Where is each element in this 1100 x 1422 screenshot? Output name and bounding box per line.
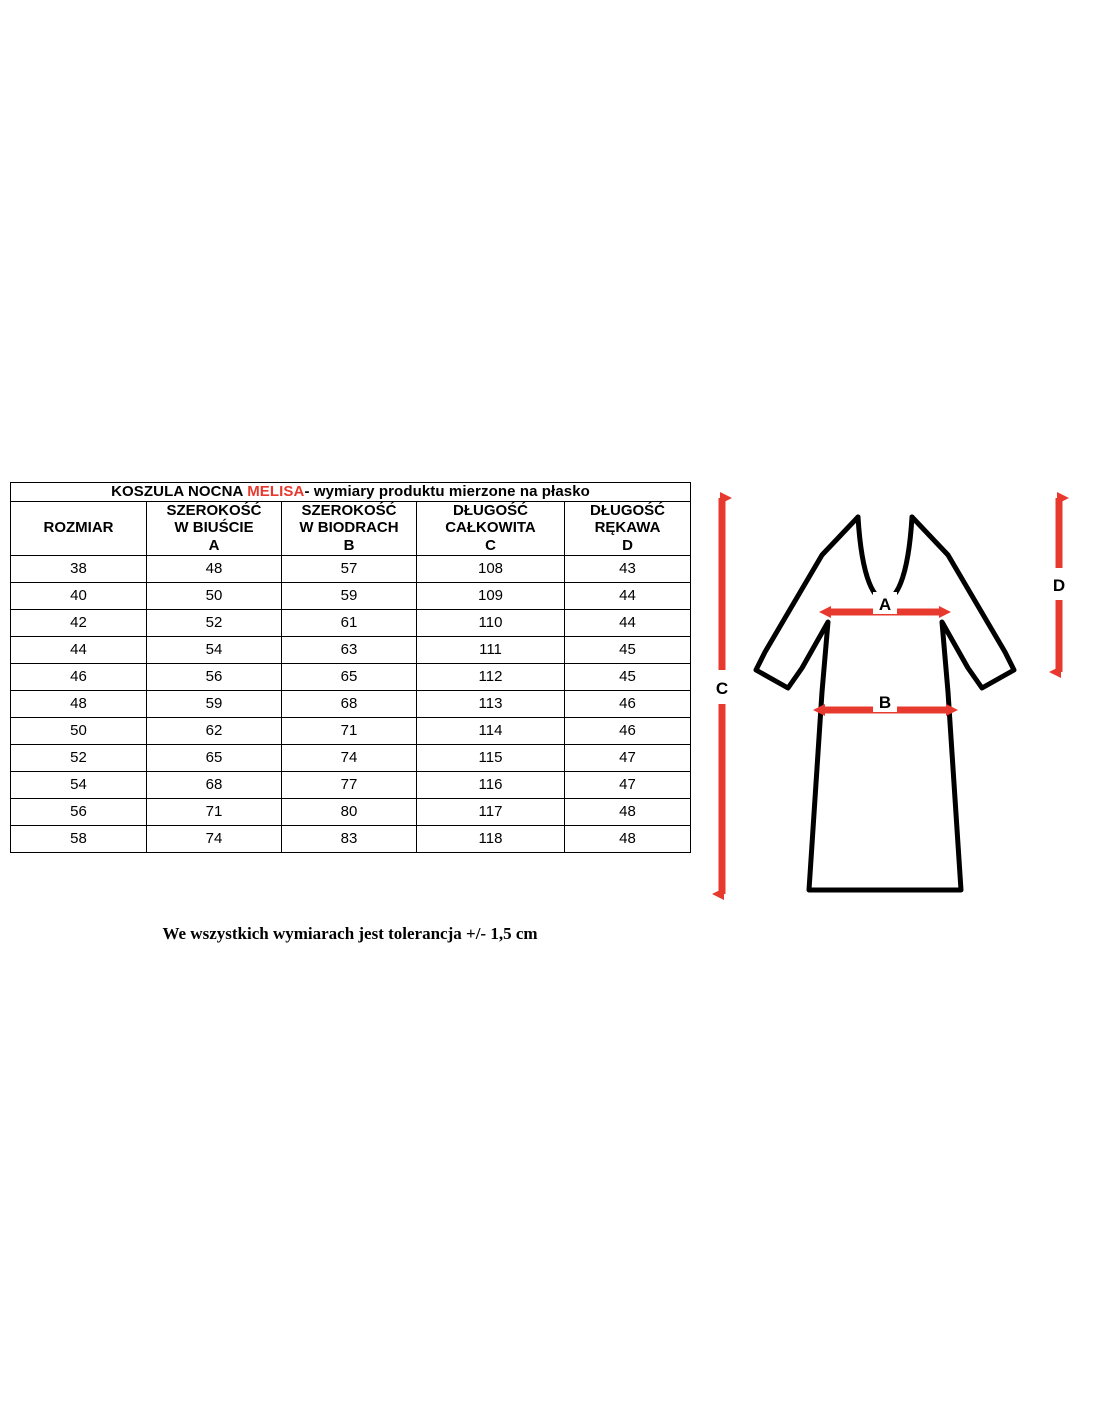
table-row xyxy=(11,555,691,582)
cell-sleeve-length: 46 xyxy=(565,717,691,744)
cell-bust: 52 xyxy=(147,609,282,636)
header-total-letter: C xyxy=(485,537,496,555)
header-total-line2: CAŁKOWITA xyxy=(445,519,536,537)
cell-total-length: 116 xyxy=(417,771,565,798)
cell-total-length: 115 xyxy=(417,744,565,771)
size-table-body xyxy=(11,555,691,852)
cell-bust: 54 xyxy=(147,636,282,663)
cell-bust: 50 xyxy=(147,582,282,609)
cell-sleeve-length: 47 xyxy=(565,771,691,798)
column-header-size xyxy=(11,501,147,555)
cell-hips: 80 xyxy=(282,798,417,825)
table-row xyxy=(11,582,691,609)
table-row xyxy=(11,825,691,852)
cell-sleeve-length: 44 xyxy=(565,609,691,636)
cell-bust: 62 xyxy=(147,717,282,744)
cell-total-length: 111 xyxy=(417,636,565,663)
cell-bust: 65 xyxy=(147,744,282,771)
label-hips: B xyxy=(878,693,892,712)
garment-diagram-svg xyxy=(710,482,1090,912)
table-row xyxy=(11,771,691,798)
table-title-row xyxy=(11,483,691,502)
cell-hips: 83 xyxy=(282,825,417,852)
cell-sleeve-length: 43 xyxy=(565,555,691,582)
cell-total-length: 112 xyxy=(417,663,565,690)
cell-size: 50 xyxy=(11,717,147,744)
cell-sleeve-length: 48 xyxy=(565,798,691,825)
cell-hips: 74 xyxy=(282,744,417,771)
cell-total-length: 108 xyxy=(417,555,565,582)
table-row xyxy=(11,636,691,663)
cell-hips: 63 xyxy=(282,636,417,663)
cell-bust: 68 xyxy=(147,771,282,798)
cell-bust: 59 xyxy=(147,690,282,717)
cell-sleeve-length: 48 xyxy=(565,825,691,852)
cell-bust: 71 xyxy=(147,798,282,825)
column-header-bust xyxy=(147,501,282,555)
cell-sleeve-length: 45 xyxy=(565,636,691,663)
cell-size: 48 xyxy=(11,690,147,717)
header-total-line1: DŁUGOŚĆ xyxy=(453,501,528,519)
table-row xyxy=(11,717,691,744)
header-bust-line1: SZEROKOŚĆ xyxy=(166,501,262,519)
dimension-arrow-hips xyxy=(823,690,948,712)
cell-size: 58 xyxy=(11,825,147,852)
table-row xyxy=(11,690,691,717)
dimension-arrow-sleeve-length xyxy=(1049,498,1071,672)
cell-hips: 65 xyxy=(282,663,417,690)
table-row xyxy=(11,609,691,636)
cell-total-length: 110 xyxy=(417,609,565,636)
cell-size: 42 xyxy=(11,609,147,636)
cell-total-length: 114 xyxy=(417,717,565,744)
garment-diagram xyxy=(710,482,1090,912)
content-area xyxy=(10,482,1090,943)
cell-total-length: 117 xyxy=(417,798,565,825)
cell-bust: 48 xyxy=(147,555,282,582)
cell-sleeve-length: 47 xyxy=(565,744,691,771)
size-table-wrapper xyxy=(10,482,690,853)
column-header-sleeve-length xyxy=(565,501,691,555)
cell-total-length: 118 xyxy=(417,825,565,852)
cell-size: 38 xyxy=(11,555,147,582)
cell-sleeve-length: 46 xyxy=(565,690,691,717)
table-row xyxy=(11,744,691,771)
cell-size: 44 xyxy=(11,636,147,663)
cell-hips: 61 xyxy=(282,609,417,636)
column-header-total-length xyxy=(417,501,565,555)
label-sleeve-length: D xyxy=(1052,576,1066,595)
cell-hips: 57 xyxy=(282,555,417,582)
header-bust-line2: W BIUŚCIE xyxy=(174,519,254,537)
cell-sleeve-length: 44 xyxy=(565,582,691,609)
cell-hips: 59 xyxy=(282,582,417,609)
cell-size: 46 xyxy=(11,663,147,690)
dimension-arrow-bust xyxy=(829,592,941,614)
header-size-label: ROZMIAR xyxy=(43,519,114,537)
cell-bust: 56 xyxy=(147,663,282,690)
dimension-arrow-total-length xyxy=(712,498,734,894)
cell-hips: 68 xyxy=(282,690,417,717)
header-hips-line2: W BIODRACH xyxy=(299,519,399,537)
cell-size: 40 xyxy=(11,582,147,609)
column-header-hips xyxy=(282,501,417,555)
cell-bust: 74 xyxy=(147,825,282,852)
cell-hips: 71 xyxy=(282,717,417,744)
cell-sleeve-length: 45 xyxy=(565,663,691,690)
cell-total-length: 109 xyxy=(417,582,565,609)
header-hips-letter: B xyxy=(343,537,355,555)
cell-size: 54 xyxy=(11,771,147,798)
cell-total-length: 113 xyxy=(417,690,565,717)
label-total-length: C xyxy=(715,679,729,698)
header-sleeve-line2: RĘKAWA xyxy=(594,519,661,537)
cell-hips: 77 xyxy=(282,771,417,798)
title-prefix: KOSZULA NOCNA xyxy=(111,483,248,500)
cell-size: 52 xyxy=(11,744,147,771)
size-table xyxy=(10,482,691,853)
label-bust: A xyxy=(878,595,892,614)
header-sleeve-line1: DŁUGOŚĆ xyxy=(590,501,665,519)
header-bust-letter: A xyxy=(208,537,220,555)
header-sleeve-letter: D xyxy=(622,537,633,555)
tolerance-note: We wszystkich wymiarach jest tolerancja +/- 1,5 cm xyxy=(162,924,538,943)
header-hips-line1: SZEROKOŚĆ xyxy=(301,501,397,519)
cell-size: 56 xyxy=(11,798,147,825)
table-row xyxy=(11,798,691,825)
table-row xyxy=(11,663,691,690)
title-brand: MELISA xyxy=(247,483,305,500)
title-suffix: - wymiary produktu mierzone na płasko xyxy=(304,483,590,500)
table-title-cell xyxy=(11,483,691,502)
